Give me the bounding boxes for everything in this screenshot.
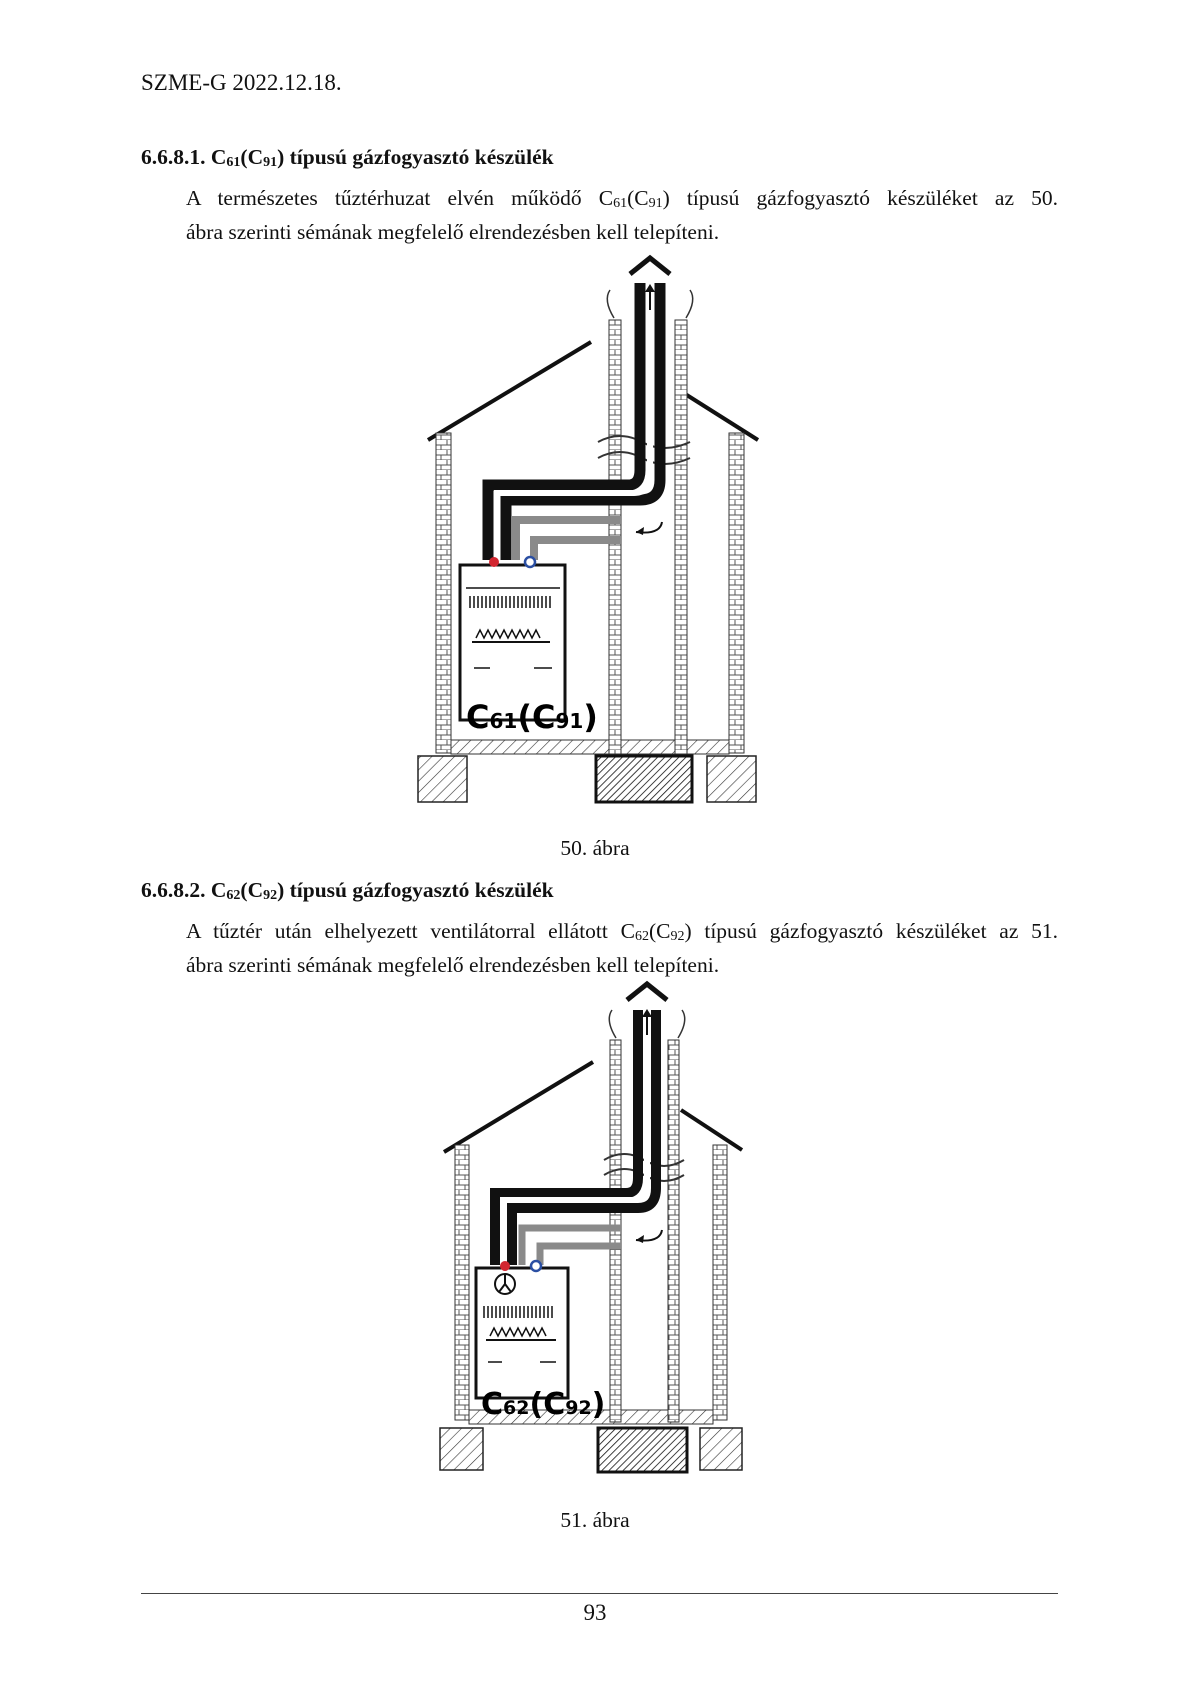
heading-sub: 62 bbox=[226, 888, 241, 903]
exhaust-arrow-head bbox=[645, 284, 655, 292]
heading-number: 6.6.8.1. bbox=[141, 145, 206, 169]
left-wall bbox=[436, 433, 451, 753]
label-part: (C bbox=[517, 698, 556, 736]
label-sub: 62 bbox=[503, 1397, 530, 1419]
intake-arrow bbox=[609, 1010, 616, 1038]
document-header: SZME-G 2022.12.18. bbox=[141, 70, 342, 95]
para-text: (C bbox=[648, 919, 671, 943]
footer-divider bbox=[141, 1593, 1058, 1594]
heading-text: C bbox=[210, 145, 227, 169]
heading-text: C bbox=[210, 878, 227, 902]
exhaust-arrow-head bbox=[642, 1009, 652, 1017]
roof-line bbox=[428, 342, 591, 440]
figure-caption-51: 51. ábra bbox=[560, 1508, 630, 1532]
heat-exchanger-fins bbox=[470, 596, 550, 608]
label-part: ) bbox=[591, 1387, 606, 1422]
appliance-body bbox=[476, 1268, 568, 1398]
intake-arrow bbox=[607, 290, 614, 318]
cold-dot bbox=[531, 1261, 541, 1271]
section-heading-2 bbox=[141, 878, 554, 904]
heading-sub: 91 bbox=[263, 155, 278, 170]
heading-text: ) típusú gázfogyasztó készülék bbox=[277, 145, 554, 169]
heading-sub: 92 bbox=[263, 888, 278, 903]
para-sub: 92 bbox=[670, 929, 685, 944]
foundation-right bbox=[707, 756, 756, 802]
heading-text: ) típusú gázfogyasztó készülék bbox=[277, 878, 554, 902]
air-duct bbox=[540, 1246, 621, 1265]
left-wall bbox=[455, 1145, 469, 1420]
label-sub: 92 bbox=[565, 1397, 592, 1419]
para-text: ) típusú gázfogyasztó készüléket az 50. bbox=[662, 186, 1058, 210]
roof-line bbox=[444, 1062, 593, 1152]
label-part: C bbox=[481, 1387, 504, 1422]
heading-sub: 61 bbox=[226, 155, 241, 170]
paragraph-line bbox=[186, 917, 1058, 951]
figure-51-label bbox=[481, 1387, 605, 1422]
para-sub: 61 bbox=[613, 196, 628, 211]
right-wall bbox=[713, 1145, 727, 1420]
roof-line bbox=[681, 1110, 742, 1150]
label-sub: 91 bbox=[555, 709, 584, 733]
label-part: ) bbox=[583, 698, 598, 736]
heading-number: 6.6.8.2. bbox=[141, 878, 206, 902]
cold-dot bbox=[525, 557, 535, 567]
hot-dot bbox=[500, 1261, 510, 1271]
right-wall bbox=[729, 433, 744, 753]
foundation-left bbox=[440, 1428, 483, 1470]
air-arrow-head bbox=[636, 1235, 644, 1243]
section-paragraph-2 bbox=[186, 917, 1058, 980]
figure-50-label bbox=[466, 698, 598, 736]
hot-dot bbox=[489, 557, 499, 567]
page-number: 93 bbox=[583, 1600, 607, 1625]
chimney-cap bbox=[630, 258, 670, 274]
paragraph-line: ábra szerinti sémának megfelelő elrendezésben kell telepíteni. bbox=[186, 220, 720, 244]
para-text: A tűztér után elhelyezett ventilátorral ellátott C bbox=[186, 919, 635, 943]
paragraph-line: ábra szerinti sémának megfelelő elrendezésben kell telepíteni. bbox=[186, 953, 720, 977]
heading-text: (C bbox=[240, 145, 264, 169]
chimney-wall-right bbox=[668, 1040, 679, 1422]
figure-caption-50: 50. ábra bbox=[560, 836, 630, 860]
para-sub: 62 bbox=[634, 929, 649, 944]
foundation-chimney bbox=[598, 1428, 687, 1472]
label-part: C bbox=[466, 698, 490, 736]
foundation-left bbox=[418, 756, 467, 802]
para-sub: 91 bbox=[648, 196, 663, 211]
heading-text: (C bbox=[240, 878, 264, 902]
air-arrow-head bbox=[636, 527, 644, 535]
intake-arrow bbox=[678, 1010, 685, 1038]
para-text: A természetes tűztérhuzat elvén működő C bbox=[186, 186, 614, 210]
intake-arrow bbox=[686, 290, 693, 318]
foundation-right bbox=[700, 1428, 742, 1470]
chimney-cap bbox=[627, 984, 667, 1000]
para-text: ) típusú gázfogyasztó készüléket az 51. bbox=[684, 919, 1058, 943]
foundation-chimney bbox=[596, 756, 692, 802]
label-sub: 61 bbox=[489, 709, 518, 733]
roof-line bbox=[682, 392, 758, 440]
chimney-wall-right bbox=[675, 320, 687, 754]
para-text: (C bbox=[627, 186, 649, 210]
label-part: (C bbox=[529, 1387, 566, 1422]
air-duct bbox=[534, 540, 621, 560]
